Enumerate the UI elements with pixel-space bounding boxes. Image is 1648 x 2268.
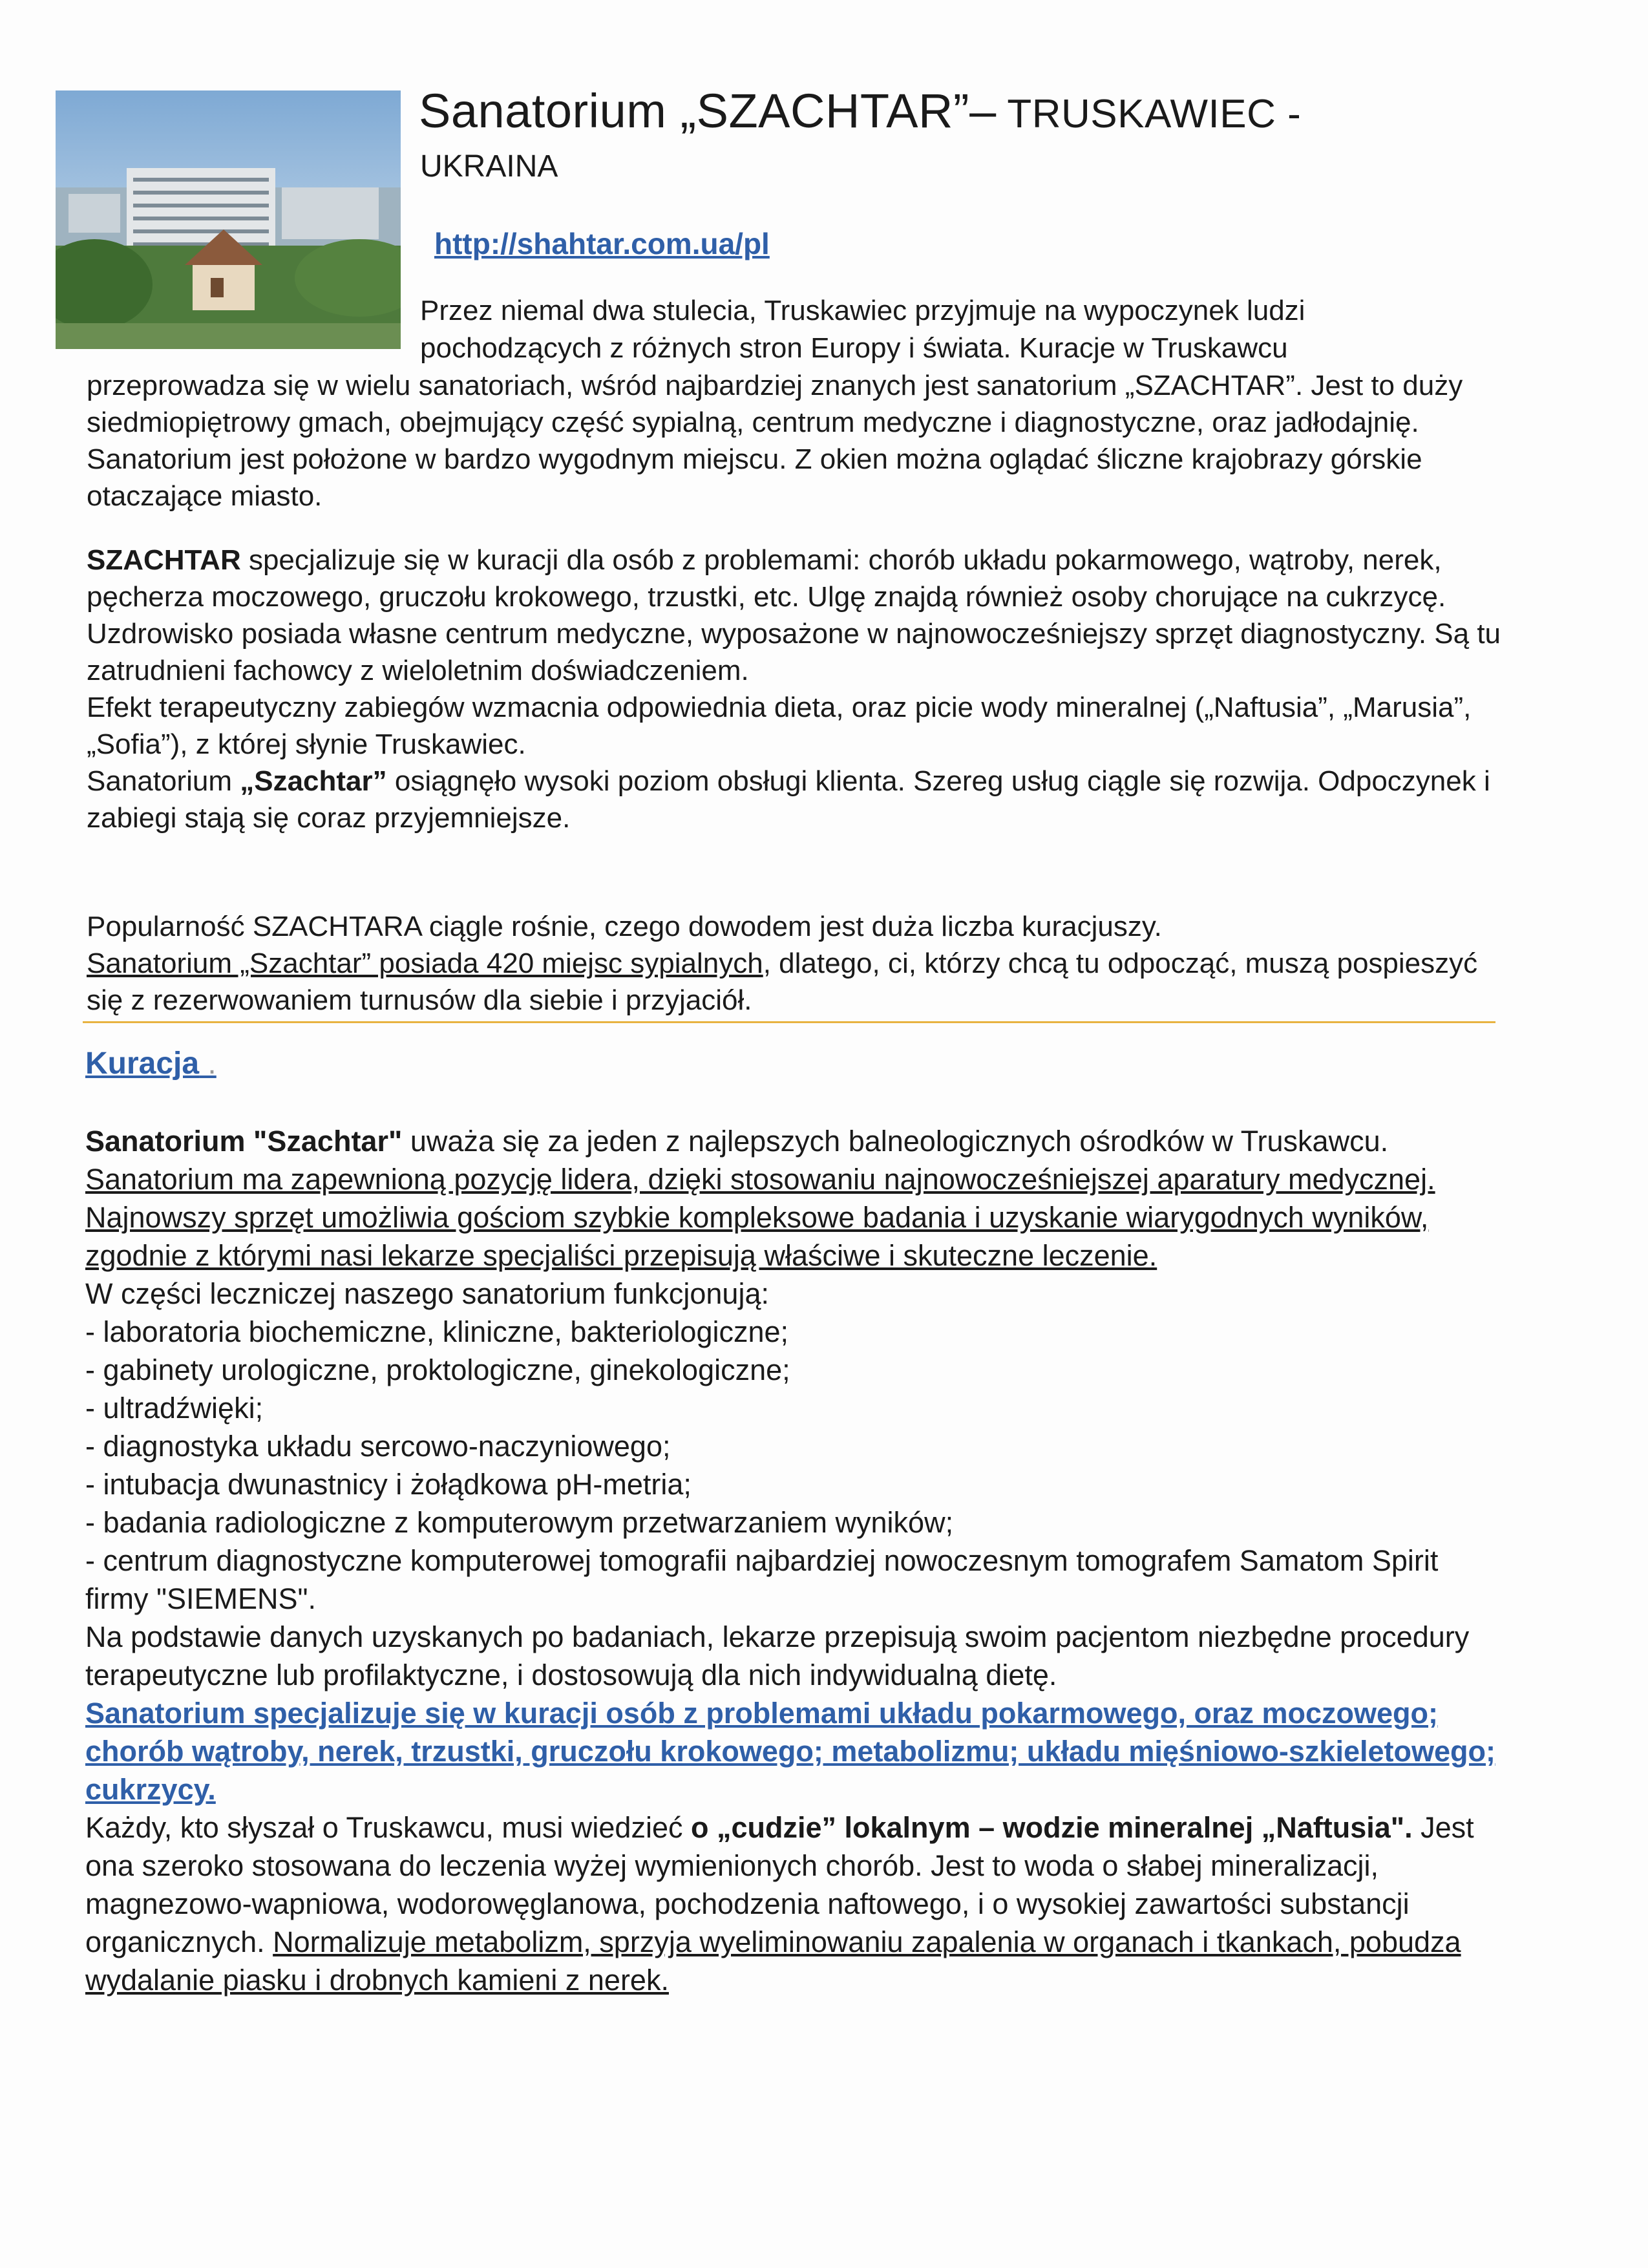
brand-name: SZACHTAR: [87, 544, 241, 576]
page-title: [419, 81, 1595, 144]
treatment-intro-text: uważa się za jeden z najlepszych balneologicznych ośrodków w Truskawcu.: [402, 1125, 1389, 1158]
service-text-bold: „Szachtar”: [240, 765, 387, 797]
treatment-intro-underlined: Sanatorium ma zapewnioną pozycję lidera, dzięki stosowaniu najnowocześniejszej aparatury medycznej. Najnowszy sprzęt umożliwia gościom szybkie kompleksowe badania i uzyskanie wiarygodnych wyników, zgodnie z którymi nasi lekarze specjaliści przepisują właściwe i skuteczne leczenie.: [85, 1163, 1435, 1272]
list-item: - centrum diagnostyczne komputerowej tomografii najbardziej nowoczesnym tomografem Samatom Spirit firmy "SIEMENS".: [85, 1544, 1439, 1615]
intro-line-1: Przez niemal dwa stulecia, Truskawiec przyjmuje na wypoczynek ludzi: [420, 295, 1305, 326]
facilities-intro: W części leczniczej naszego sanatorium funkcjonują:: [85, 1277, 769, 1310]
naftusia-pre: Każdy, kto słyszał o Truskawcu, musi wiedzieć: [85, 1811, 691, 1844]
list-item: - gabinety urologiczne, proktologiczne, ginekologiczne;: [85, 1353, 790, 1386]
page-subtitle: UKRAINA: [420, 149, 558, 184]
treatment-section: [85, 1122, 1507, 1999]
title-main: Sanatorium „SZACHTAR”–: [419, 84, 997, 138]
website-link[interactable]: http://shahtar.com.ua/pl: [434, 227, 770, 260]
facilities-list: [85, 1313, 1507, 1618]
list-item: - diagnostyka układu sercowo-naczyniowego;: [85, 1430, 671, 1463]
section-heading-link[interactable]: [85, 1046, 217, 1081]
specialization-text: specjalizuje się w kuracji dla osób z problemami: chorób układu pokarmowego, wątroby, nerek, pęcherza moczowego, gruczołu krokowego, trzustki, etc. Ulgę znajdą również osoby chorujące na cukrzycę. Uzdrowisko posiada własne centrum medyczne, wyposażone w najnowocześniejszy sprzęt diagnostyczny. Są tu zatrudnieni fachowcy z wieloletnim doświadczeniem.: [87, 544, 1501, 686]
popularity-line: Popularność SZACHTARA ciągle rośnie, czego dowodem jest duża liczba kuracjuszy.: [87, 911, 1162, 942]
procedures-text: Na podstawie danych uzyskanych po badaniach, lekarze przepisują swoim pacjentom niezbędne procedury terapeutyczne lub profilaktyczne, i dostosowują dla nich indywidualną dietę.: [85, 1620, 1470, 1691]
list-item: - badania radiologiczne z komputerowym przetwarzaniem wyników;: [85, 1506, 954, 1539]
service-text-pre: Sanatorium: [87, 765, 240, 797]
title-location: TRUSKAWIEC -: [996, 92, 1302, 136]
naftusia-text: Jest ona szeroko stosowana do leczenia wyżej wymienionych chorób. Jest to woda o słabej mineralizacji, magnezowo-wapniowa, wodorowęglanowa, pochodzenia naftowego, i o wysokiej zawartości substancji organicznych.: [85, 1811, 1474, 1958]
section-heading[interactable]: Kuracja: [85, 1046, 200, 1081]
therapy-text: Efekt terapeutyczny zabiegów wzmacnia odpowiednia dieta, oraz picie wody mineralnej („Naftusia”, „Marusia”, „Sofia”), z której słynie Truskawiec.: [87, 692, 1472, 760]
list-item: - laboratoria biochemiczne, kliniczne, bakteriologiczne;: [85, 1315, 789, 1348]
popularity-paragraph: [87, 908, 1508, 1019]
heading-dot: .: [199, 1046, 217, 1081]
naftusia-bold: o „cudzie” lokalnym – wodzie mineralnej „Naftusia".: [690, 1811, 1413, 1844]
intro-line-2: pochodzących z różnych stron Europy i świata. Kuracje w Truskawcu: [420, 332, 1288, 364]
sanatorium-photo: [56, 90, 401, 349]
treatment-intro-bold: Sanatorium "Szachtar": [85, 1125, 403, 1158]
list-item: - intubacja dwunastnicy i żołądkowa pH-metria;: [85, 1468, 692, 1501]
booking-text: , dlatego, ci, którzy chcą tu odpocząć, muszą pospieszyć się z rezerwowaniem turnusów dla siebie i przyjaciół.: [87, 948, 1478, 1016]
intro-paragraph: przeprowadza się w wielu sanatoriach, wśród najbardziej znanych jest sanatorium „SZACHTAR”. Jest to duży siedmiopiętrowy gmach, obejmujący część sypialną, centrum medyczne i diagnostyczne, oraz jadłodajnię. Sanatorium jest położone w bardzo wygodnym miejscu. Z okien można oglądać śliczne krajobrazy górskie otaczające miasto.: [87, 370, 1463, 512]
list-item: - ultradźwięki;: [85, 1392, 264, 1425]
specialization-paragraph: [87, 542, 1508, 836]
specialization-link[interactable]: Sanatorium specjalizuje się w kuracji osób z problemami układu pokarmowego, oraz moczowego; chorób wątroby, nerek, trzustki, gruczołu krokowego; metabolizmu; układu mięśniowo-szkieletowego; cukrzycy.: [85, 1697, 1495, 1806]
naftusia-underlined: Normalizuje metabolizm, sprzyja wyeliminowaniu zapalenia w organach i tkankach, pobudza wydalanie piasku i drobnych kamieni z nerek.: [85, 1925, 1461, 1997]
section-divider: [83, 1021, 1495, 1023]
capacity-text: Sanatorium „Szachtar” posiada 420 miejsc sypialnych: [87, 948, 763, 979]
service-text-post: osiągnęło wysoki poziom obsługi klienta. Szereg usług ciągle się rozwija. Odpoczynek i zabiegi stają się coraz przyjemniejsze.: [87, 765, 1490, 834]
